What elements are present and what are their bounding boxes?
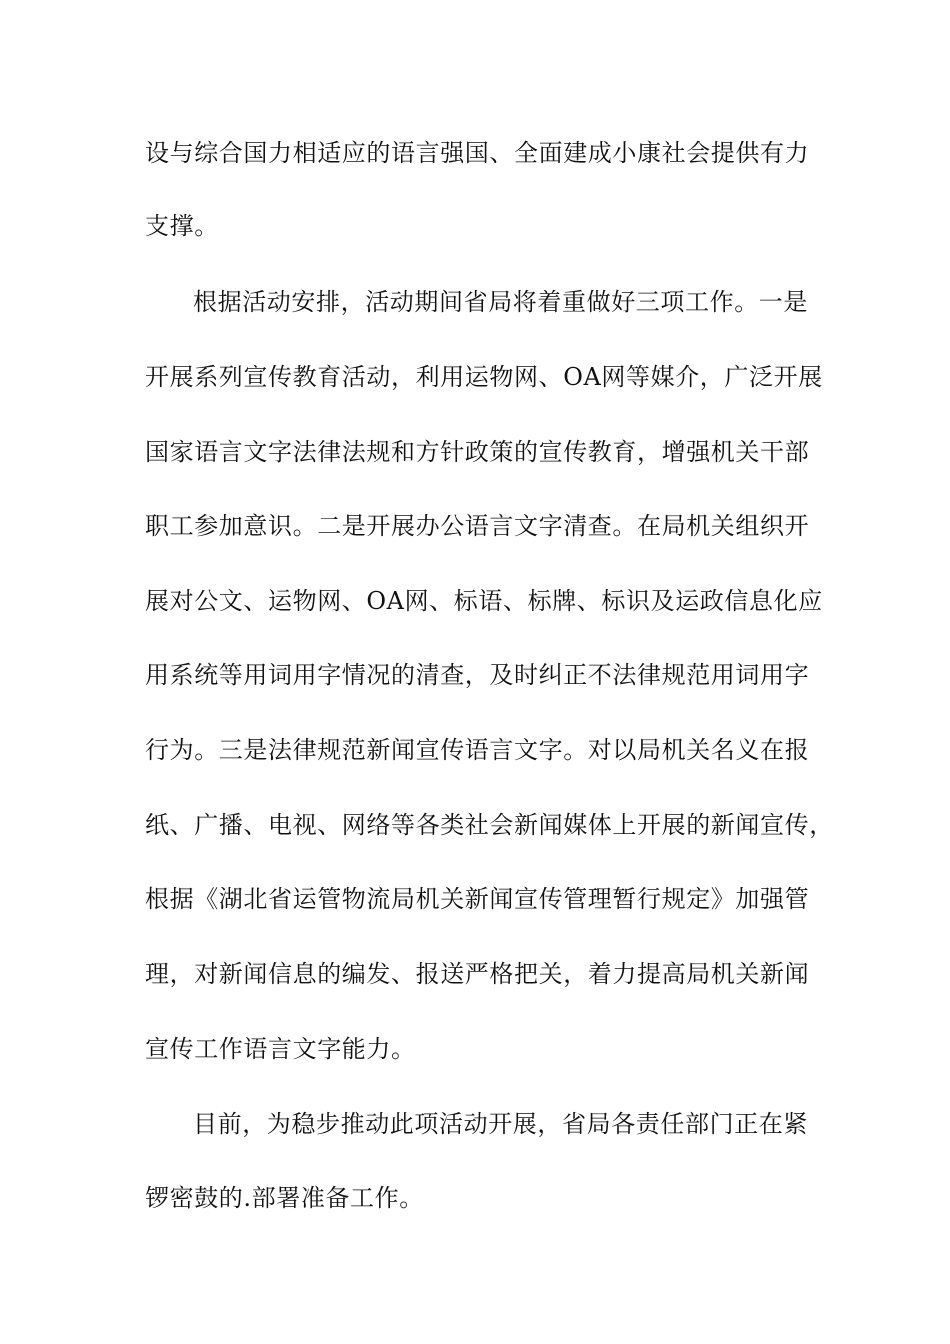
text-line: 理，对新闻信息的编发、报送严格把关，着力提高局机关新闻 bbox=[145, 960, 810, 988]
text-line: 设与综合国力相适应的语言强国、全面建成小康社会提供有力 bbox=[145, 139, 810, 167]
text-line: 纸、广播、电视、网络等各类社会新闻媒体上开展的新闻宣传， bbox=[145, 811, 834, 839]
text-line: 宣传工作语言文字能力。 bbox=[145, 1035, 416, 1063]
text-line: 锣密鼓的.部署准备工作。 bbox=[145, 1184, 424, 1212]
paragraph-start-line: 根据活动安排，活动期间省局将着重做好三项工作。一是 bbox=[193, 288, 808, 316]
paragraph-start-line: 目前，为稳步推动此项活动开展，省局各责任部门正在紧 bbox=[193, 1110, 808, 1138]
text-line: 行为。三是法律规范新闻宣传语言文字。对以局机关名义在报 bbox=[145, 736, 810, 764]
text-line: 用系统等用词用字情况的清查，及时纠正不法律规范用词用字 bbox=[145, 661, 810, 689]
text-line: 展对公文、运物网、OA网、标语、标牌、标识及运政信息化应 bbox=[145, 587, 823, 615]
text-line: 职工参加意识。二是开展办公语言文字清查。在局机关组织开 bbox=[145, 512, 810, 540]
text-line: 国家语言文字法律法规和方针政策的宣传教育，增强机关干部 bbox=[145, 438, 810, 466]
text-line: 根据《湖北省运管物流局机关新闻宣传管理暂行规定》加强管 bbox=[145, 885, 810, 913]
text-line: 开展系列宣传教育活动，利用运物网、OA网等媒介，广泛开展 bbox=[145, 363, 823, 391]
text-line: 支撑。 bbox=[145, 212, 219, 240]
